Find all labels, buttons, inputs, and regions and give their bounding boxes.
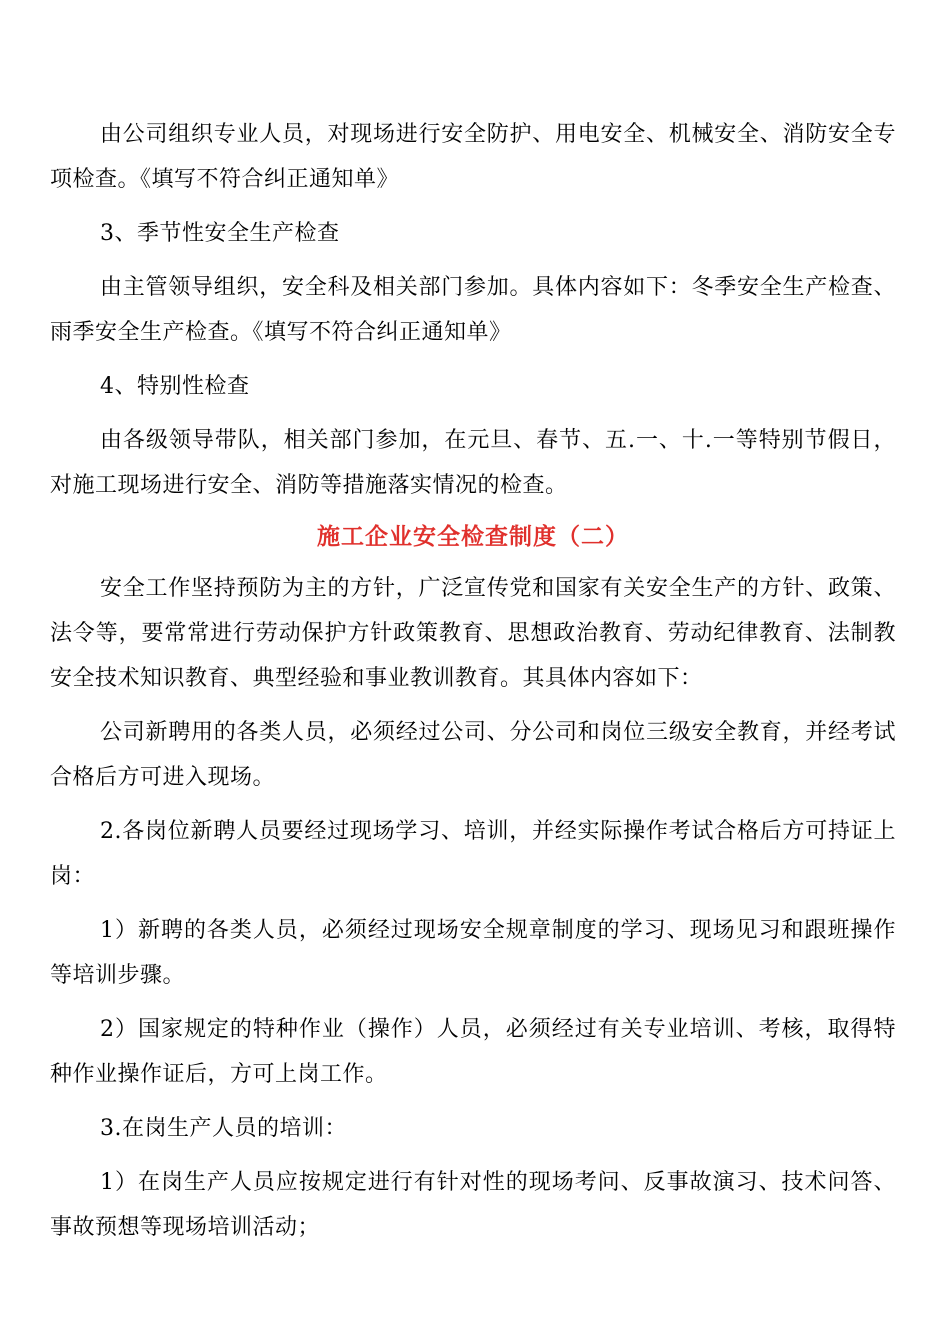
section-title: 施工企业安全检查制度（二） xyxy=(317,523,629,550)
paragraph-new-hire-training: 2.各岗位新聘人员要经过现场学习、培训，并经实际操作考试合格后方可持证上岗： xyxy=(50,819,896,889)
paragraph-onsite-training-activities: 1）在岗生产人员应按规定进行有针对性的现场考问、反事故演习、技术问答、事故预想等现场培训活动； xyxy=(50,1170,896,1240)
document-page xyxy=(50,112,896,1250)
heading-seasonal-inspection: 3、季节性安全生产检查 xyxy=(100,221,340,246)
paragraph-safety-education: 安全工作坚持预防为主的方针，广泛宣传党和国家有关安全生产的方针、政策、法令等，要常常进行劳动保护方针政策教育、思想政治教育、劳动纪律教育、法制教安全技术知识教育、典型经验和事业教训教育。其具体内容如下： xyxy=(50,576,896,691)
paragraph-special-inspection: 由公司组织专业人员，对现场进行安全防护、用电安全、机械安全、消防安全专项检查。《填写不符合纠正通知单》 xyxy=(50,122,896,192)
heading-special-holiday-inspection: 4、特别性检查 xyxy=(100,374,250,399)
paragraph-onsite-training-heading: 3.在岗生产人员的培训： xyxy=(100,1116,347,1141)
paragraph-three-level-education: 公司新聘用的各类人员，必须经过公司、分公司和岗位三级安全教育，并经考试合格后方可进入现场。 xyxy=(50,720,896,790)
paragraph-seasonal-inspection: 由主管领导组织，安全科及相关部门参加。具体内容如下：冬季安全生产检查、雨季安全生产检查。《填写不符合纠正通知单》 xyxy=(50,275,896,345)
paragraph-holiday-inspection: 由各级领导带队，相关部门参加，在元旦、春节、五.一、十.一等特别节假日，对施工现场进行安全、消防等措施落实情况的检查。 xyxy=(50,428,896,498)
paragraph-special-operators: 2）国家规定的特种作业（操作）人员，必须经过有关专业培训、考核，取得特种作业操作证后，方可上岗工作。 xyxy=(50,1017,896,1087)
paragraph-new-hire-steps: 1）新聘的各类人员，必须经过现场安全规章制度的学习、现场见习和跟班操作等培训步骤。 xyxy=(50,918,896,988)
